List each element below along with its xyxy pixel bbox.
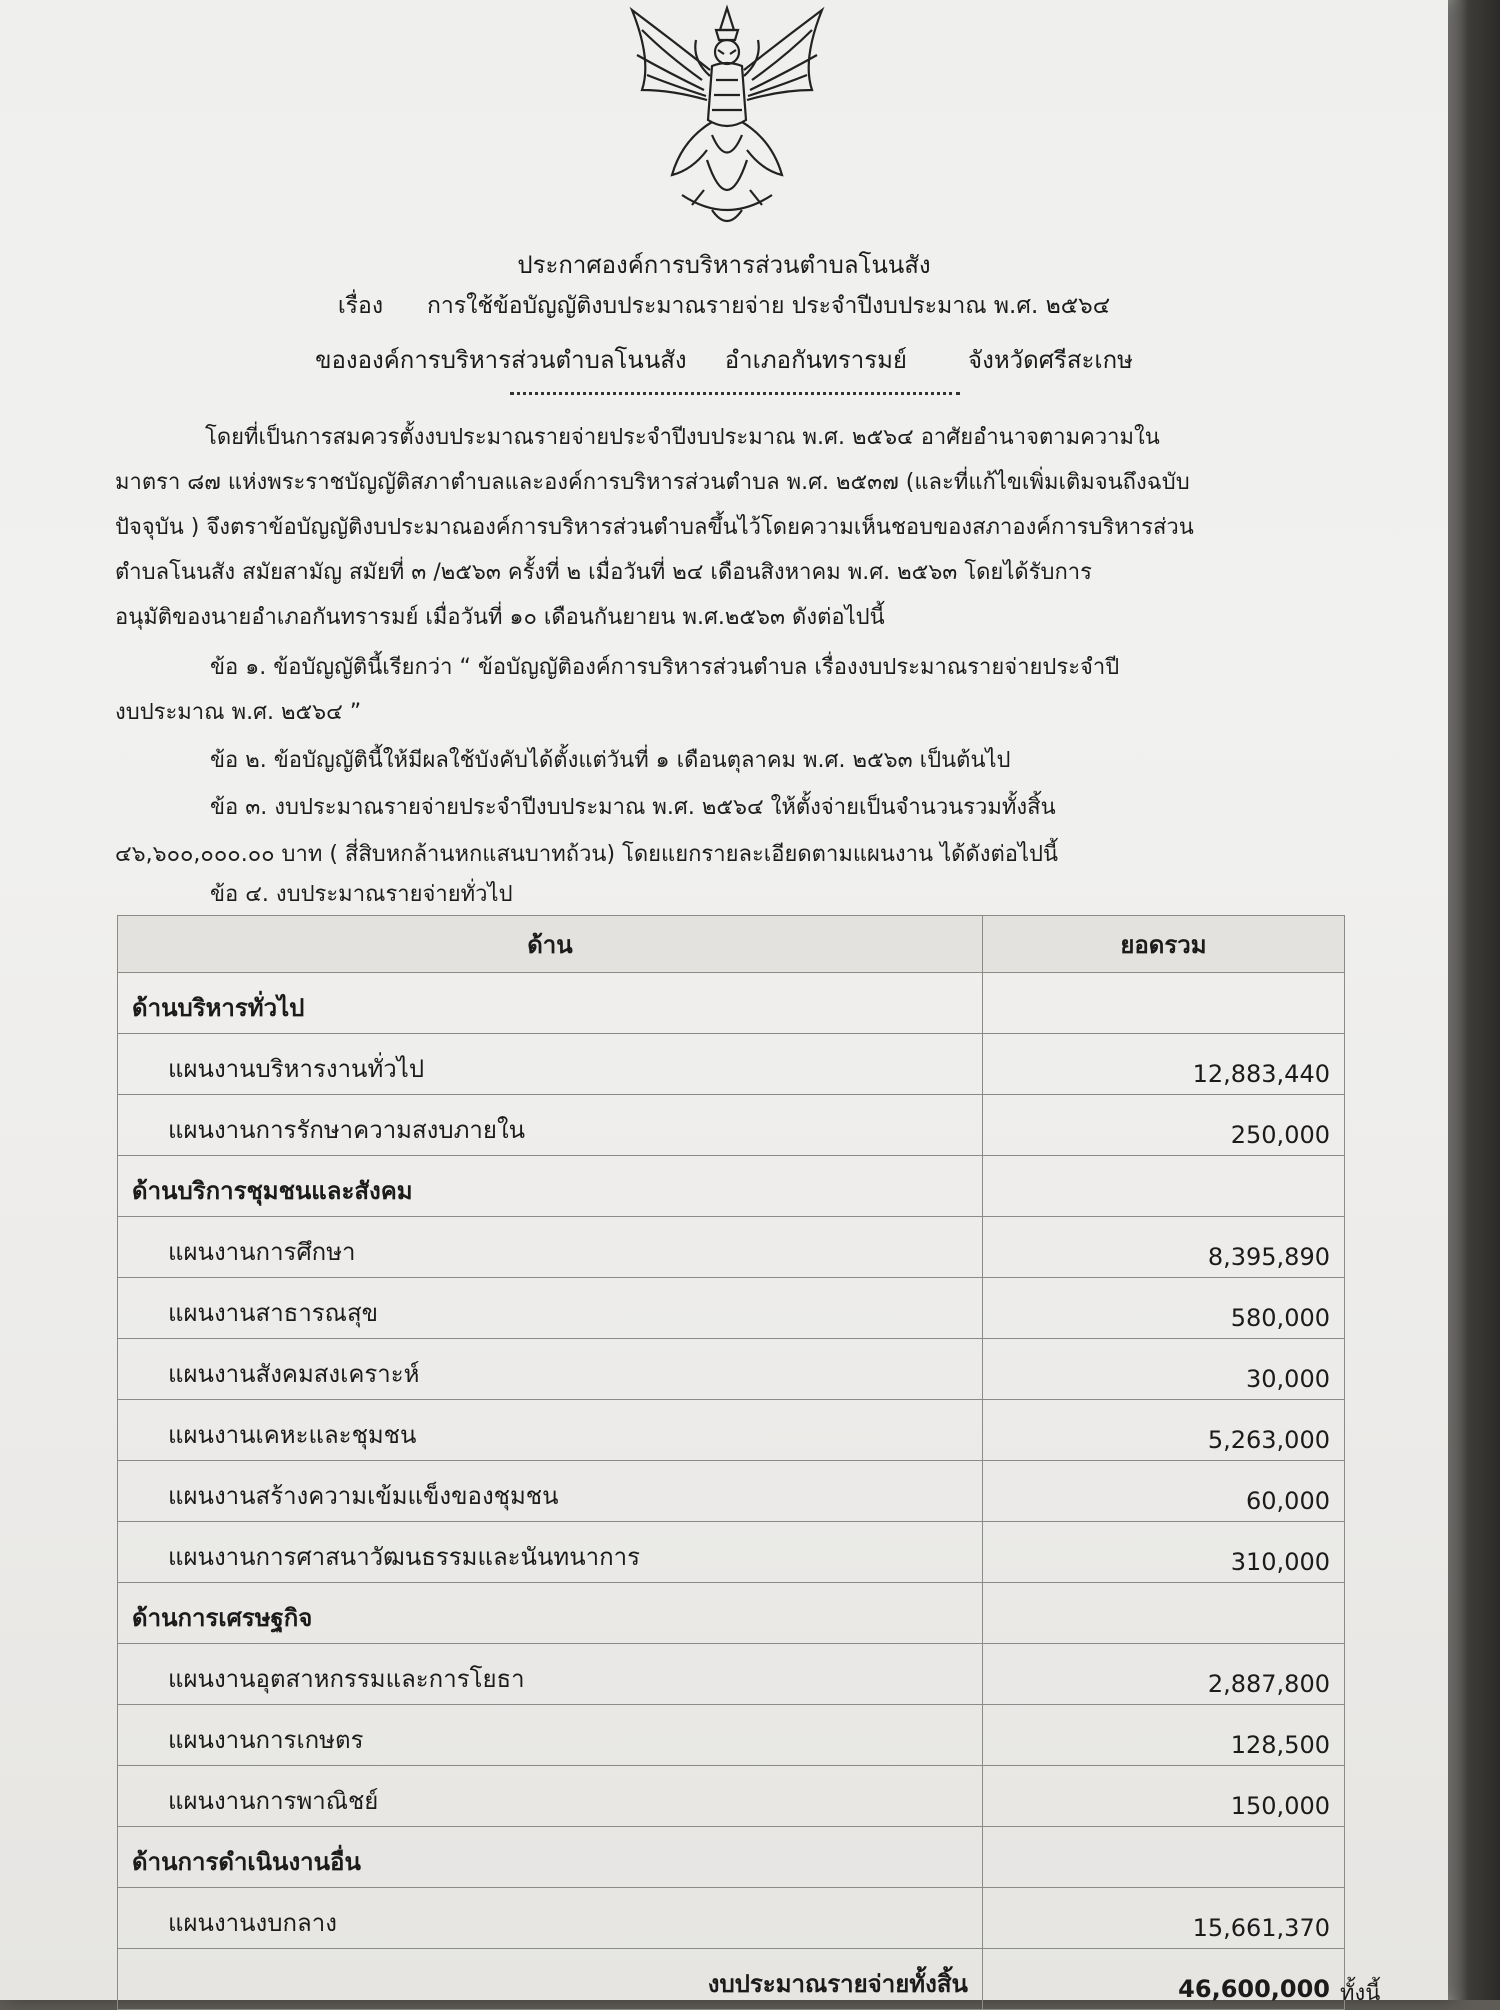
clause-1-line-1: ข้อ ๑. ข้อบัญญัตินี้เรียกว่า “ ข้อบัญญัติองค์การบริหารส่วนตำบล เรื่องงบประมาณรายจ่ายประจำปี bbox=[210, 655, 1120, 680]
row-amount: 60,000 bbox=[982, 1461, 1344, 1522]
paragraph-line-4: ตำบลโนนสัง สมัยสามัญ สมัยที่ ๓ /๒๕๖๓ ครั้งที่ ๒ เมื่อวันที่ ๒๔ เดือนสิงหาคม พ.ศ. ๒๕๖๓ โดยได้รับการ bbox=[115, 560, 1092, 585]
table-row bbox=[118, 1644, 1345, 1705]
table-row bbox=[118, 1339, 1345, 1400]
clause-4: ข้อ ๔. งบประมาณรายจ่ายทั่วไป bbox=[210, 882, 513, 907]
garuda-emblem-icon bbox=[612, 0, 842, 236]
subject-label: เรื่อง bbox=[337, 293, 384, 319]
table-row bbox=[118, 1278, 1345, 1339]
clause-3-line-2: ๔๖,๖๐๐,๐๐๐.๐๐ บาท ( สี่สิบหกล้านหกแสนบาทถ้วน) โดยแยกรายละเอียดตามแผนงาน ได้ดังต่อไปนี้ bbox=[115, 842, 1059, 867]
district-name: อำเภอกันทรารมย์ bbox=[724, 346, 907, 374]
row-name: แผนงานสาธารณสุข bbox=[118, 1278, 983, 1339]
row-name: แผนงานอุตสาหกรรมและการโยธา bbox=[118, 1644, 983, 1705]
subject-text: การใช้ข้อบัญญัติงบประมาณรายจ่าย ประจำปีงบประมาณ พ.ศ. ๒๕๖๔ bbox=[426, 293, 1111, 319]
row-amount bbox=[982, 1827, 1344, 1888]
announcement-subject-line bbox=[0, 288, 1448, 324]
row-name: แผนงานการเกษตร bbox=[118, 1705, 983, 1766]
table-row bbox=[118, 1583, 1345, 1644]
row-name: แผนงานการพาณิชย์ bbox=[118, 1766, 983, 1827]
row-amount bbox=[982, 1156, 1344, 1217]
table-row bbox=[118, 1034, 1345, 1095]
table-row bbox=[118, 1095, 1345, 1156]
row-name: แผนงานการรักษาความสงบภายใน bbox=[118, 1095, 983, 1156]
row-amount: 2,887,800 bbox=[982, 1644, 1344, 1705]
table-total-row bbox=[118, 1949, 1345, 2010]
total-amount: 46,600,000 bbox=[982, 1949, 1344, 2010]
row-amount: 30,000 bbox=[982, 1339, 1344, 1400]
paragraph-line-2: มาตรา ๘๗ แห่งพระราชบัญญัติสภาตำบลและองค์การบริหารส่วนตำบล พ.ศ. ๒๕๓๗ (และที่แก้ไขเพิ่มเติมจนถึงฉบับ bbox=[115, 470, 1190, 495]
row-name: แผนงานสังคมสงเคราะห์ bbox=[118, 1339, 983, 1400]
row-name: ด้านบริการชุมชนและสังคม bbox=[118, 1156, 983, 1217]
table-row bbox=[118, 1156, 1345, 1217]
paragraph-line-1: โดยที่เป็นการสมควรตั้งงบประมาณรายจ่ายประจำปีงบประมาณ พ.ศ. ๒๕๖๔ อาศัยอำนาจตามความใน bbox=[205, 425, 1160, 450]
row-amount: 250,000 bbox=[982, 1095, 1344, 1156]
row-name: ด้านบริหารทั่วไป bbox=[118, 973, 983, 1034]
column-header-total: ยอดรวม bbox=[982, 916, 1344, 973]
paragraph-line-3: ปัจจุบัน ) จึงตราข้อบัญญัติงบประมาณองค์การบริหารส่วนตำบลขึ้นไว้โดยความเห็นชอบของสภาองค์การบริหารส่วน bbox=[115, 515, 1194, 540]
table-header-row bbox=[118, 916, 1345, 973]
clause-1-line-2: งบประมาณ พ.ศ. ๒๕๖๔ ” bbox=[115, 700, 362, 725]
table-row bbox=[118, 973, 1345, 1034]
budget-table bbox=[117, 915, 1345, 2010]
row-name: แผนงานการศาสนาวัฒนธรรมและนันทนาการ bbox=[118, 1522, 983, 1583]
row-name: แผนงานบริหารงานทั่วไป bbox=[118, 1034, 983, 1095]
table-row bbox=[118, 1827, 1345, 1888]
announcement-org-line bbox=[0, 340, 1448, 379]
row-amount: 150,000 bbox=[982, 1766, 1344, 1827]
row-amount bbox=[982, 973, 1344, 1034]
row-name: แผนงานสร้างความเข้มแข็งของชุมชน bbox=[118, 1461, 983, 1522]
total-label: งบประมาณรายจ่ายทั้งสิ้น bbox=[118, 1949, 983, 2010]
row-name: แผนงานเคหะและชุมชน bbox=[118, 1400, 983, 1461]
column-header-name: ด้าน bbox=[118, 916, 983, 973]
table-row bbox=[118, 1766, 1345, 1827]
province-name: จังหวัดศรีสะเกษ bbox=[968, 346, 1133, 374]
table-row bbox=[118, 1705, 1345, 1766]
row-amount bbox=[982, 1583, 1344, 1644]
row-name: แผนงานงบกลาง bbox=[118, 1888, 983, 1949]
table-row bbox=[118, 1522, 1345, 1583]
clause-2: ข้อ ๒. ข้อบัญญัตินี้ให้มีผลใช้บังคับได้ตั้งแต่วันที่ ๑ เดือนตุลาคม พ.ศ. ๒๕๖๓ เป็นต้นไป bbox=[210, 748, 1011, 773]
row-amount: 5,263,000 bbox=[982, 1400, 1344, 1461]
separator-dots bbox=[510, 392, 960, 395]
table-row bbox=[118, 1461, 1345, 1522]
table-row bbox=[118, 1217, 1345, 1278]
table-row bbox=[118, 1888, 1345, 1949]
row-amount: 128,500 bbox=[982, 1705, 1344, 1766]
row-amount: 12,883,440 bbox=[982, 1034, 1344, 1095]
row-name: ด้านการดำเนินงานอื่น bbox=[118, 1827, 983, 1888]
row-amount: 8,395,890 bbox=[982, 1217, 1344, 1278]
page-continuation-text: ทั้งนี้ bbox=[1340, 1981, 1381, 2006]
clause-3-line-1: ข้อ ๓. งบประมาณรายจ่ายประจำปีงบประมาณ พ.ศ. ๒๕๖๔ ให้ตั้งจ่ายเป็นจำนวนรวมทั้งสิ้น bbox=[210, 795, 1056, 820]
row-amount: 310,000 bbox=[982, 1522, 1344, 1583]
row-amount: 580,000 bbox=[982, 1278, 1344, 1339]
row-amount: 15,661,370 bbox=[982, 1888, 1344, 1949]
row-name: แผนงานการศึกษา bbox=[118, 1217, 983, 1278]
row-name: ด้านการเศรษฐกิจ bbox=[118, 1583, 983, 1644]
paragraph-line-5: อนุมัติของนายอำเภอกันทรารมย์ เมื่อวันที่ ๑๐ เดือนกันยายน พ.ศ.๒๕๖๓ ดังต่อไปนี้ bbox=[115, 605, 885, 630]
org-name: ขององค์การบริหารส่วนตำบลโนนสัง bbox=[315, 346, 687, 374]
table-row bbox=[118, 1400, 1345, 1461]
announcement-title: ประกาศองค์การบริหารส่วนตำบลโนนสัง bbox=[517, 251, 931, 279]
